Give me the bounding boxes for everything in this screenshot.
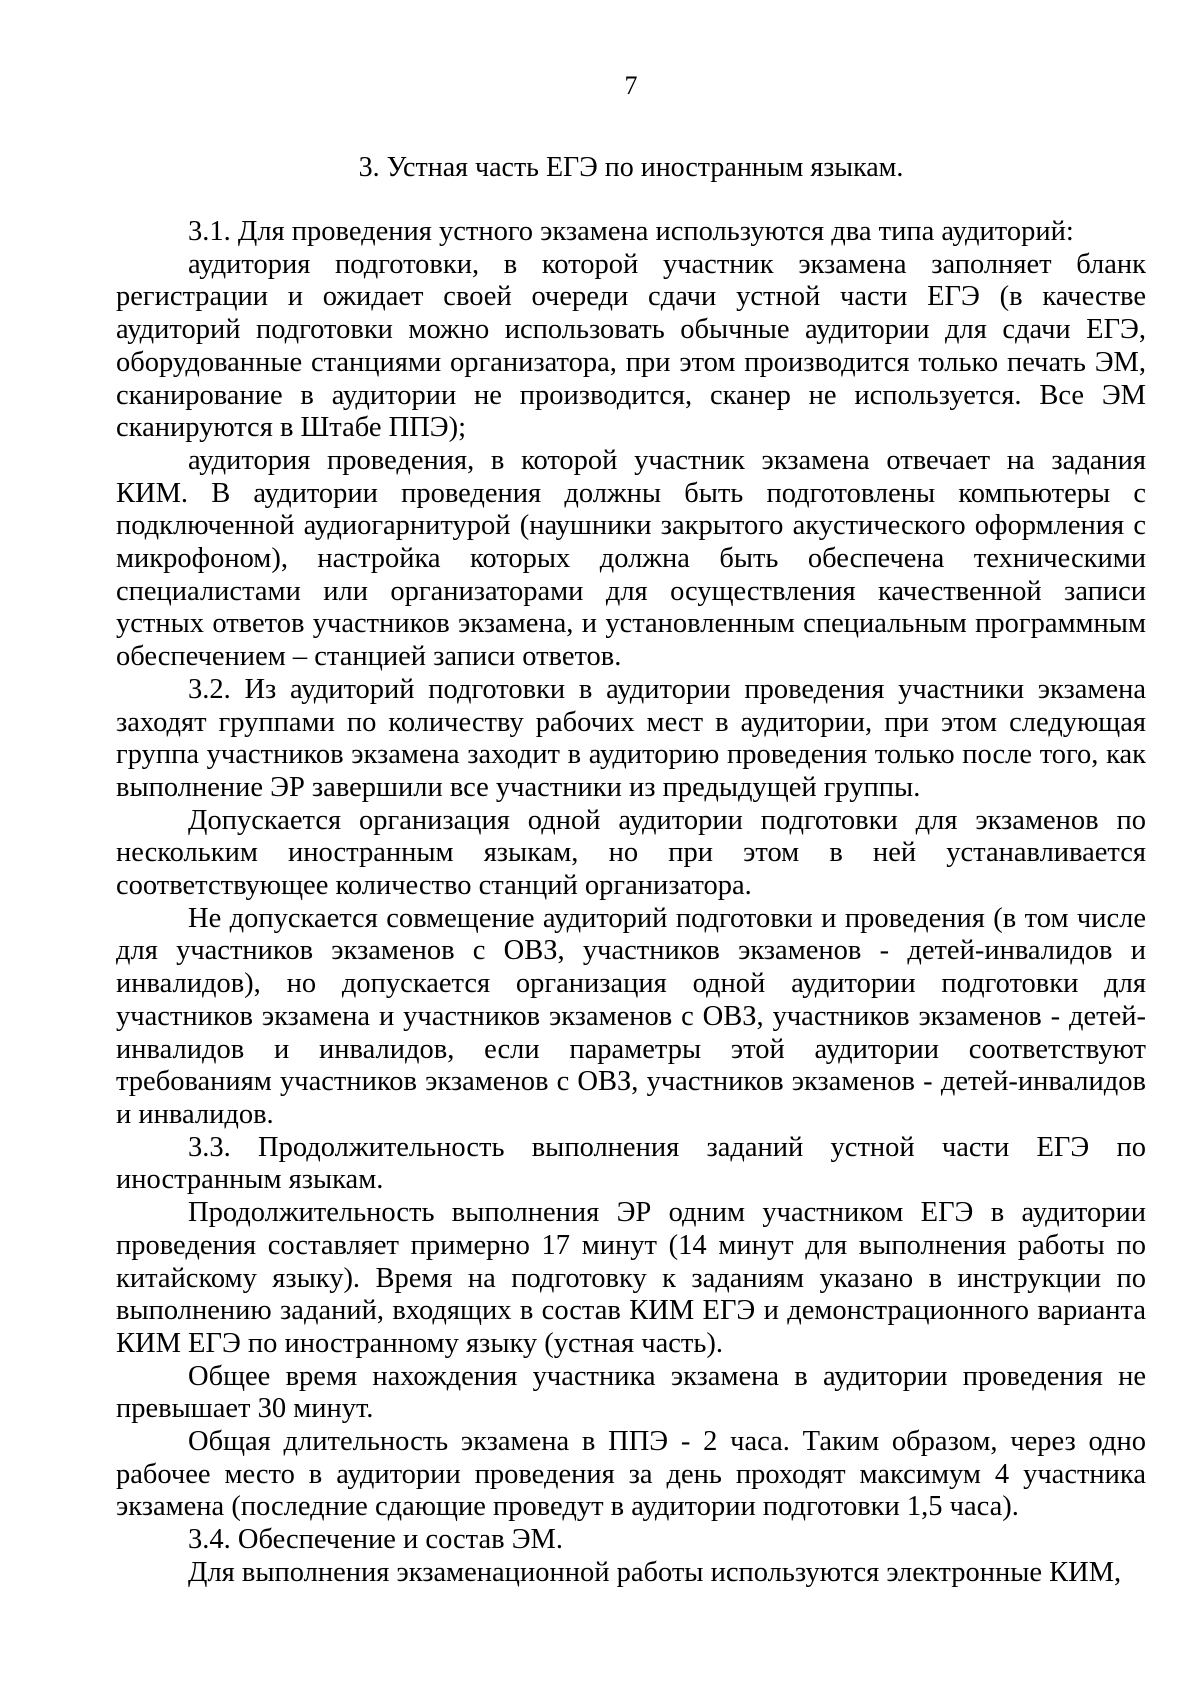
paragraph: аудитория проведения, в которой участник экзамена отвечает на задания КИМ. В аудитории проведения должны быть подготовлены компьютеры с подключенной аудиогарнитурой (наушники закрытого акустического оформления с микрофоном), настройка которых должна быть обеспечена техническими специалистами или организаторами для осуществления качественной записи устных ответов участников экзамена, и установленным специальным программным обеспечением – станцией записи ответов. (116, 444, 1146, 673)
paragraph: Продолжительность выполнения ЭР одним участником ЕГЭ в аудитории проведения составляет примерно 17 минут (14 минут для выполнения работы по китайскому языку). Время на подготовку к заданиям указано в инструкции по выполнению заданий, входящих в состав КИМ ЕГЭ и демонстрационного варианта КИМ ЕГЭ по иностранному языку (устная часть). (116, 1197, 1146, 1359)
page-number: 7 (624, 71, 638, 100)
paragraph: Для выполнения экзаменационной работы используются электронные КИМ, (188, 1556, 1122, 1588)
paragraph: Не допускается совмещение аудиторий подготовки и проведения (в том числе для участников экзаменов с ОВЗ, участников экзаменов - детей-инвалидов и инвалидов), но допускается организация одной аудитории подготовки для участников экзамена и участников экзаменов с ОВЗ, участников экзаменов - детей-инвалидов и инвалидов, если параметры этой аудитории соответствуют требованиям участников экзаменов с ОВЗ, участников экзаменов - детей-инвалидов и инвалидов. (116, 902, 1146, 1130)
body-text (116, 216, 1146, 1590)
paragraph: 3.2. Из аудиторий подготовки в аудитории проведения участники экзамена заходят группами по количеству рабочих мест в аудитории, при этом следующая группа участников экзамена заходит в аудиторию проведения только после того, как выполнение ЭР завершили все участники из предыдущей группы. (116, 673, 1146, 803)
paragraph: Общая длительность экзамена в ППЭ - 2 часа. Таким образом, через одно рабочее место в аудитории проведения за день проходят максимум 4 участника экзамена (последние сдающие проведут в аудитории подготовки 1,5 часа). (116, 1426, 1146, 1523)
paragraph: 3.3. Продолжительность выполнения заданий устной части ЕГЭ по иностранным языкам. (116, 1131, 1146, 1196)
paragraph: аудитория подготовки, в которой участник экзамена заполняет бланк регистрации и ожидает своей очереди сдачи устной части ЕГЭ (в качестве аудиторий подготовки можно использовать обычные аудитории для сдачи ЕГЭ, оборудованные станциями организатора, при этом производится только печать ЭМ, сканирование в аудитории не производится, сканер не используется. Все ЭМ сканируются в Штабе ППЭ); (116, 248, 1146, 444)
section-title: 3. Устная часть ЕГЭ по иностранным языкам. (358, 152, 904, 183)
paragraph: Общее время нахождения участника экзамена в аудитории проведения не превышает 30 минут. (116, 1360, 1146, 1425)
paragraph: Допускается организация одной аудитории подготовки для экзаменов по нескольким иностранным языкам, но при этом в ней устанавливается соответствующее количество станций организатора. (116, 804, 1146, 902)
paragraph: 3.1. Для проведения устного экзамена используются два типа аудиторий: (188, 216, 1074, 247)
paragraph: 3.4. Обеспечение и состав ЭМ. (188, 1524, 563, 1556)
document-page (116, 0, 1146, 1697)
